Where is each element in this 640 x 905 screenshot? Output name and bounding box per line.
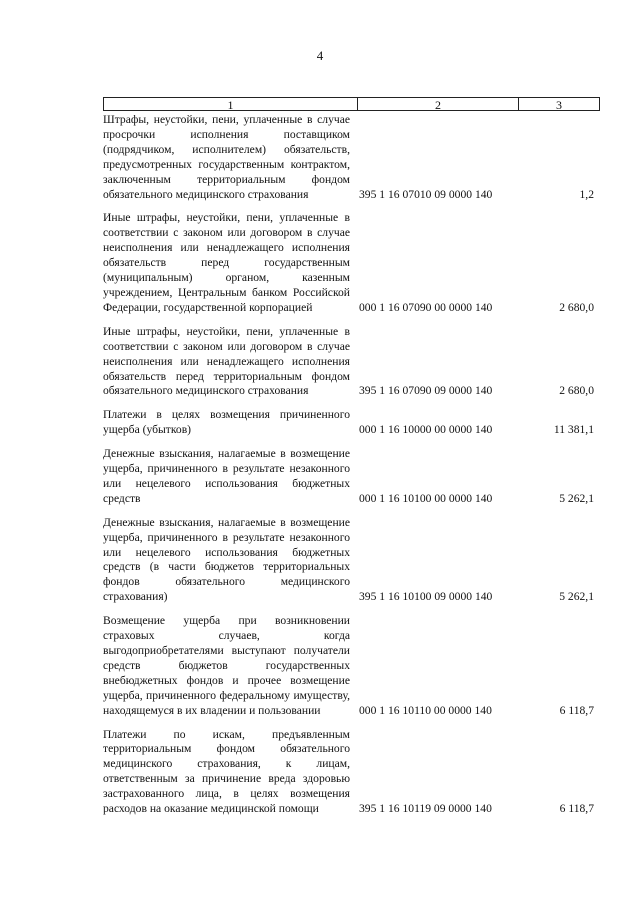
row-amount: 2 680,0 — [559, 384, 594, 398]
row-amount: 5 262,1 — [559, 491, 594, 505]
column-header-1: 1 — [103, 97, 358, 111]
page-number: 4 — [316, 48, 324, 63]
table-header — [103, 97, 600, 111]
table-body — [103, 113, 600, 826]
row-description: Иные штрафы, неустойки, пени, уплаченные в соответствии с законом или договором в случае неисполнения или ненадлежащего исполнения обязательств перед территориальным фондом обязательного медицинского страхования — [103, 324, 350, 398]
row-description: Денежные взыскания, налагаемые в возмещение ущерба, причиненного в результате незаконного или нецелевого использования бюджетных средств (в части бюджетов территориальных фондов обязательного медицинского страхования) — [103, 515, 350, 604]
row-code: 395 1 16 10100 09 0000 140 — [359, 590, 493, 604]
row-code: 000 1 16 10110 00 0000 140 — [359, 703, 492, 717]
row-code: 000 1 16 07090 00 0000 140 — [359, 300, 493, 314]
row-description: Иные штрафы, неустойки, пени, уплаченные в соответствии с законом или договором в случае неисполнения или ненадлежащего исполнения обязательств перед государственным (муниципальным) органом, казенным учреждением, Центральным банком Российской Федерации, государственной корпорацией — [103, 211, 350, 314]
row-code: 000 1 16 10100 00 0000 140 — [359, 491, 493, 505]
row-description: Платежи в целях возмещения причиненного ущерба (убытков) — [103, 408, 350, 437]
table-row — [103, 728, 600, 817]
row-amount: 2 680,0 — [559, 300, 594, 314]
column-header-3: 3 — [519, 97, 600, 111]
table-row — [103, 211, 600, 315]
table-row — [103, 614, 600, 718]
row-amount: 5 262,1 — [559, 590, 594, 604]
table-row — [103, 113, 600, 202]
row-code: 000 1 16 10000 00 0000 140 — [359, 423, 493, 437]
table-row — [103, 325, 600, 400]
row-description: Штрафы, неустойки, пени, уплаченные в случае просрочки исполнения поставщиком (подрядчиком, исполнителем) обязательств, предусмотренных государственным контрактом, заключенным территориальным фондом обязательного медицинского страхования — [103, 113, 350, 201]
row-code: 395 1 16 07010 09 0000 140 — [359, 187, 493, 201]
row-amount: 11 381,1 — [553, 423, 594, 437]
row-description: Денежные взыскания, налагаемые в возмещение ущерба, причиненного в результате незаконного или нецелевого использования бюджетных средств — [103, 447, 350, 505]
row-description: Возмещение ущерба при возникновении страховых случаев, когда выгодоприобретателями выступают получатели средств бюджетов государственных внебюджетных фондов и прочее возмещение ущерба, причиненного федеральному имуществу, находящемуся в их владении и пользовании — [103, 614, 350, 717]
table-row — [103, 408, 600, 438]
column-header-2: 2 — [358, 97, 519, 111]
row-amount: 6 118,7 — [559, 802, 594, 816]
table-row — [103, 516, 600, 605]
row-code: 395 1 16 10119 09 0000 140 — [359, 802, 492, 816]
row-description: Платежи по искам, предъявленным территориальным фондом обязательного медицинского страхования, к лицам, ответственным за причинение вреда здоровью застрахованного лица, в целях возмещения расходов на оказание медицинской помощи — [103, 727, 350, 816]
row-amount: 1,2 — [579, 187, 594, 201]
table-row — [103, 447, 600, 507]
row-code: 395 1 16 07090 09 0000 140 — [359, 384, 493, 398]
row-amount: 6 118,7 — [559, 703, 594, 717]
